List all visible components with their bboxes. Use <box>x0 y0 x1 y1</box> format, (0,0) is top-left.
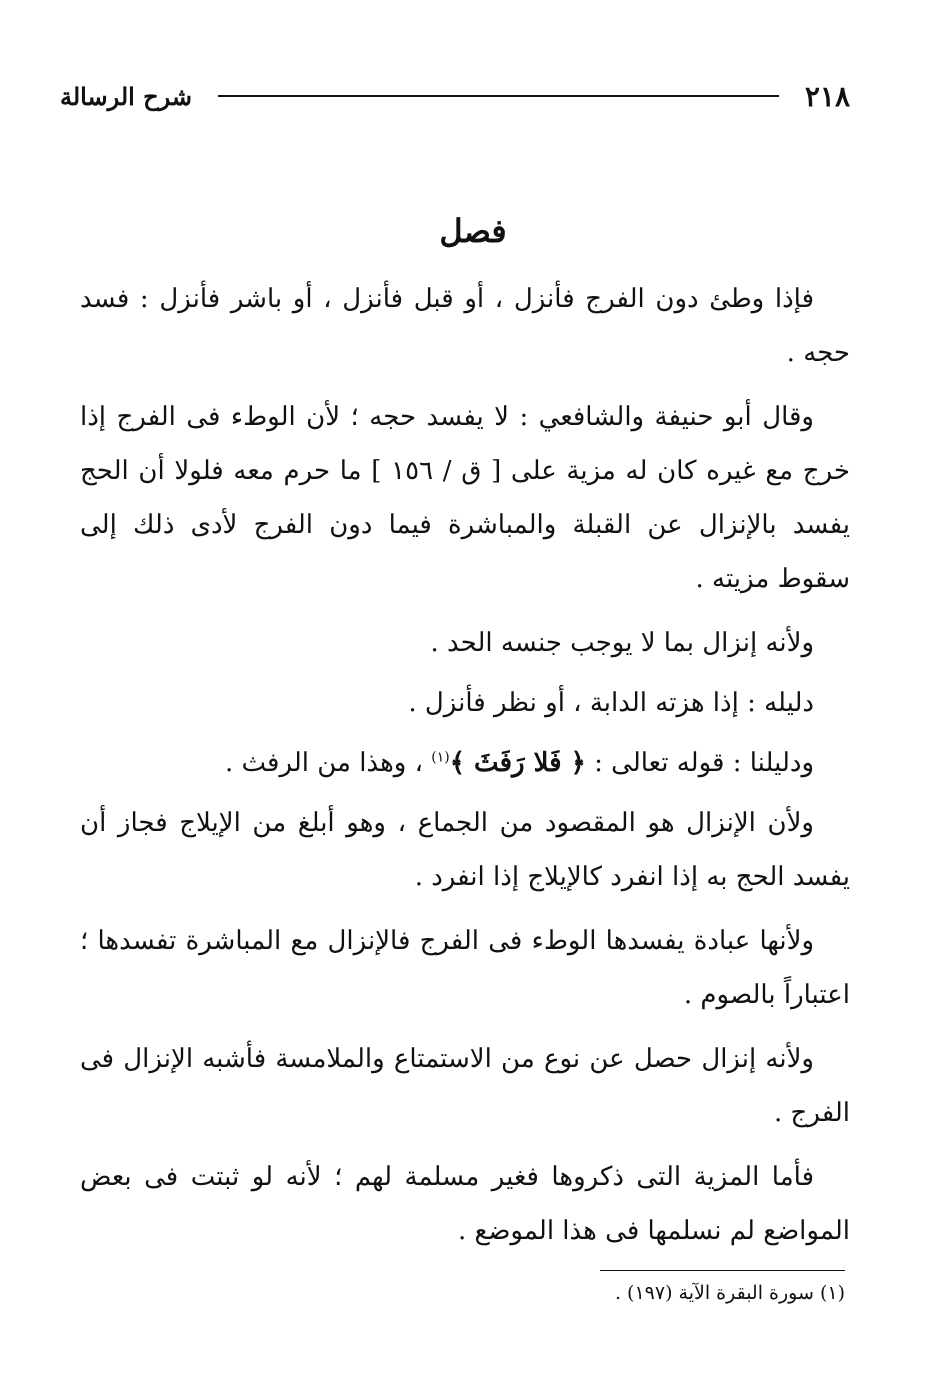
paragraph-6: ولأن الإنزال هو المقصود من الجماع ، وهو أبلغ من الإيلاج فجاز أن يفسد الحج به إذا انفرد كالإيلاج إذا انفرد . <box>80 808 850 892</box>
paragraph-5 <box>80 736 850 790</box>
paragraph-5-outro: ، وهذا من الرفث . <box>225 748 432 778</box>
running-title: شرح الرسالة <box>60 81 193 111</box>
header-rule <box>218 95 779 97</box>
body-text <box>80 272 850 1268</box>
paragraph-8: ولأنه إنزال حصل عن نوع من الاستمتاع والملامسة فأشبه الإنزال فى الفرج . <box>80 1044 850 1128</box>
paragraph-9: فأما المزية التى ذكروها فغير مسلمة لهم ؛ لأنه لو ثبتت فى بعض المواضع لم نسلمها فى هذا الموضع . <box>80 1162 850 1246</box>
paragraph-1: فإذا وطئ دون الفرج فأنزل ، أو قبل فأنزل ، أو باشر فأنزل : فسد حجه . <box>80 284 850 368</box>
paragraph-3: ولأنه إنزال بما لا يوجب جنسه الحد . <box>430 628 814 658</box>
page-header <box>60 76 850 116</box>
page-number: ٢١٨ <box>804 79 850 113</box>
quran-quote: ﴿ فَلا رَفَثَ ﴾ <box>449 748 586 778</box>
paragraph-2: وقال أبو حنيفة والشافعي : لا يفسد حجه ؛ لأن الوطء فى الفرج إذا خرج مع غيره كان له مزية على [ ق / ١٥٦ ] ما حرم معه فلولا أن الحج يفسد بالإنزال عن القبلة والمباشرة فيما دون الفرج لأدى ذلك إلى سقوط مزيته . <box>80 402 850 594</box>
footnote-reference: (١) <box>431 749 450 766</box>
paragraph-5-intro: ودليلنا : قوله تعالى : <box>585 748 814 778</box>
paragraph-4: دليله : إذا هزته الدابة ، أو نظر فأنزل . <box>408 688 814 718</box>
section-heading: فصل <box>439 212 507 250</box>
footnote-separator <box>600 1270 845 1271</box>
paragraph-7: ولأنها عبادة يفسدها الوطء فى الفرج فالإنزال مع المباشرة تفسدها ؛ اعتباراً بالصوم . <box>80 926 850 1010</box>
footnote: (١) سورة البقرة الآية (١٩٧) . <box>614 1282 845 1304</box>
